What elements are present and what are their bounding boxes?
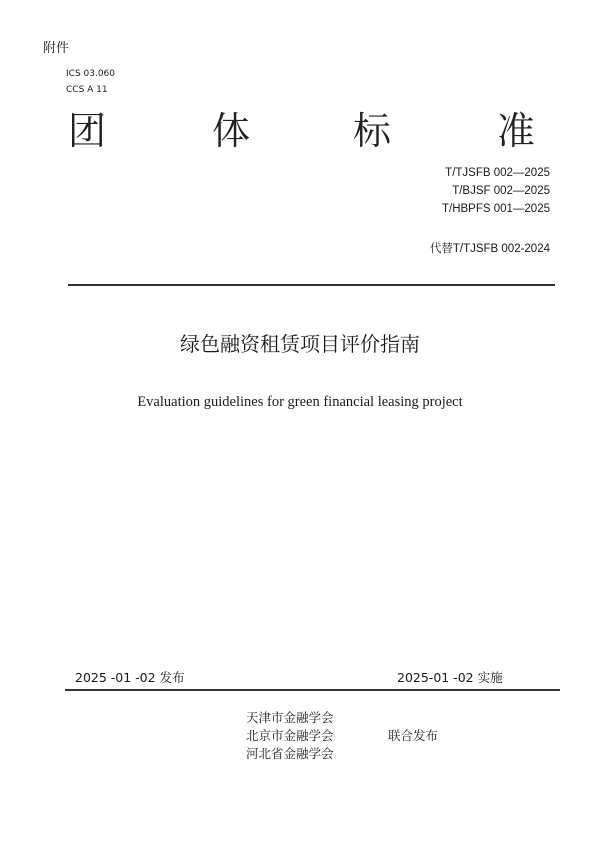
header-char: 体	[212, 109, 251, 153]
release-date: 2025 -01 -02 发布	[75, 670, 185, 685]
header-char: 团	[68, 109, 107, 153]
footer-divider	[65, 689, 560, 691]
document-title-cn: 绿色融资租赁项目评价指南	[180, 332, 420, 356]
standard-code: T/TJSFB 002—2025	[445, 167, 550, 179]
standard-code: T/BJSF 002—2025	[452, 185, 550, 197]
header-char: 标	[353, 109, 392, 153]
organization: 天津市金融学会	[246, 710, 334, 725]
ics-code: ICS 03.060	[66, 69, 116, 79]
header-char: 准	[497, 109, 536, 153]
attachment-label: 附件	[43, 41, 70, 56]
replaces-code: 代替T/TJSFB 002-2024	[429, 243, 550, 255]
joint-release-label: 联合发布	[388, 728, 439, 743]
document-title-en: Evaluation guidelines for green financial leasing project	[137, 394, 463, 410]
effective-date: 2025-01 -02 实施	[397, 670, 503, 685]
organization: 北京市金融学会	[246, 728, 334, 743]
header-divider	[68, 284, 555, 286]
organization: 河北省金融学会	[246, 746, 334, 761]
standard-code: T/HBPFS 001—2025	[441, 203, 550, 215]
ccs-code: CCS A 11	[66, 85, 108, 95]
